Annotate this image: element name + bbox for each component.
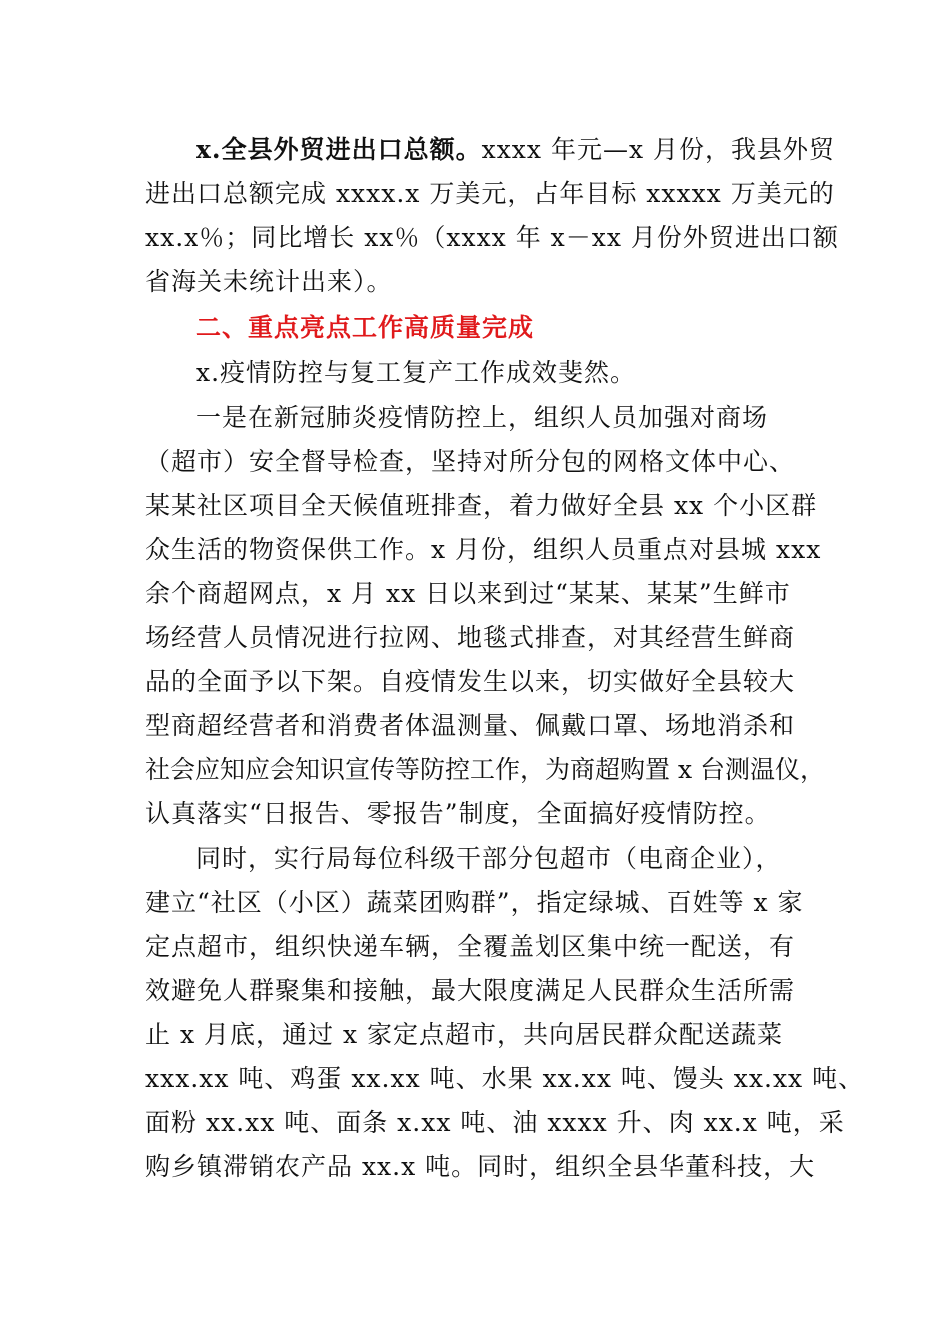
paragraph-supply-line: 效避免人群聚集和接触，最大限度满足人民群众生活所需: [145, 976, 796, 1005]
paragraph-epidemic-line: 余个商超网点，x 月 xx 日以来到过“某某、某某”生鲜市: [145, 579, 791, 608]
paragraph-epidemic-line: 众生活的物资保供工作。x 月份，组织人员重点对县城 xxx: [145, 535, 822, 564]
foreign-trade-lead: x.全县外贸进出口总额。: [196, 135, 482, 164]
paragraph-supply-line: xxx.xx 吨、鸡蛋 xx.xx 吨、水果 xx.xx 吨、馒头 xx.xx 吨、: [145, 1064, 865, 1093]
paragraph-epidemic-line: 一是在新冠肺炎疫情防控上，组织人员加强对商场: [196, 403, 769, 432]
section-heading: 二、重点亮点工作高质量完成: [196, 313, 535, 342]
paragraph-epidemic-line: 型商超经营者和消费者体温测量、佩戴口罩、场地消杀和: [145, 711, 796, 740]
paragraph-epidemic-line: 场经营人员情况进行拉网、地毯式排查，对其经营生鲜商: [145, 623, 796, 652]
paragraph-foreign-trade-line-1: [196, 128, 856, 172]
paragraph-epidemic-line: 认真落实“日报告、零报告”制度，全面搞好疫情防控。: [145, 799, 771, 828]
paragraph-supply-line: 建立“社区（小区）蔬菜团购群”，指定绿城、百姓等 x 家: [145, 888, 804, 917]
paragraph-foreign-trade-line-4: 省海关未统计出来）。: [145, 267, 393, 296]
paragraph-supply-line: 同时，实行局每位科级干部分包超市（电商企业），: [196, 844, 782, 873]
paragraph-epidemic-line: 品的全面予以下架。自疫情发生以来，切实做好全县较大: [145, 667, 796, 696]
paragraph-epidemic-line: 某某社区项目全天候值班排查，着力做好全县 xx 个小区群: [145, 491, 818, 520]
paragraph-foreign-trade-line-2: 进出口总额完成 xxxx.x 万美元，占年目标 xxxxx 万美元的: [145, 179, 835, 208]
paragraph-supply-line: 购乡镇滞销农产品 xx.x 吨。同时，组织全县华董科技，大: [145, 1152, 816, 1181]
paragraph-supply-line: 定点超市，组织快递车辆，全覆盖划区集中统一配送，有: [145, 932, 796, 961]
paragraph-supply-line: 止 x 月底，通过 x 家定点超市，共向居民群众配送蔬菜: [145, 1020, 783, 1049]
foreign-trade-lead-rest: xxxx 年元—x 月份，我县外贸: [481, 135, 835, 164]
paragraph-epidemic-line: （超市）安全督导检查，坚持对所分包的网格文体中心、: [145, 447, 796, 476]
paragraph-foreign-trade-line-3: xx.x％；同比增长 xx％（xxxx 年 x－xx 月份外贸进出口额: [145, 223, 839, 252]
subheading-epidemic: x.疫情防控与复工复产工作成效斐然。: [196, 358, 637, 387]
paragraph-supply-line: 面粉 xx.xx 吨、面条 x.xx 吨、油 xxxx 升、肉 xx.x 吨，采: [145, 1108, 845, 1137]
paragraph-epidemic-line: 社会应知应会知识宣传等防控工作，为商超购置 x 台测温仪，: [145, 755, 825, 784]
